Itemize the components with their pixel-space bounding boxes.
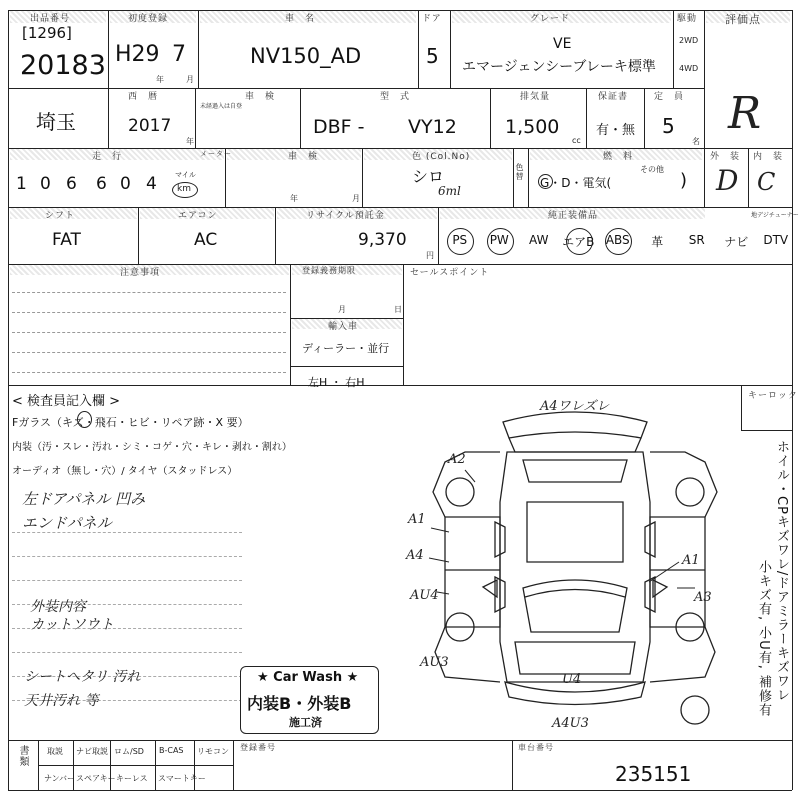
doc-manual: 取説: [47, 747, 63, 756]
inspection-note: 未経過入は自登: [200, 103, 243, 110]
equipment-circle: [605, 228, 632, 255]
equipment-circle: [487, 228, 514, 255]
recycle-unit: 円: [426, 251, 434, 260]
model-code-label: 型 式: [380, 92, 411, 102]
inspection-label: 車 検: [245, 92, 276, 102]
capacity-label: 定 員: [654, 92, 685, 102]
equipment-label-text: PW: [489, 233, 509, 247]
displacement-label: 排気量: [520, 92, 551, 102]
side-remark-2: 小キズ有, 小U有, 補修有: [756, 560, 771, 718]
equipment-item: [717, 226, 757, 256]
registration-label: 登録義務期限: [302, 266, 356, 275]
warranty: 有・無: [596, 123, 636, 138]
chassis-label: 車台番号: [518, 743, 554, 752]
equipment-label: 純正装備品: [548, 211, 599, 221]
reg-month: 月: [338, 305, 346, 314]
inspection-line1: Fガラス（キズ・飛石・ヒビ・リペア跡・X 要）: [12, 416, 249, 429]
model-label: 車 名: [285, 14, 316, 24]
shift-label: シフト: [45, 211, 76, 221]
car-wash-stamp: [240, 666, 379, 734]
capacity-unit: 名: [692, 137, 700, 146]
damage-mark-rear-bumper: A4ワレズレ: [540, 399, 610, 414]
equipment-item: [598, 226, 638, 256]
damage-mark-a2: A2: [448, 452, 466, 467]
damage-mark-au3: AU3: [420, 655, 449, 670]
inspection-label-row3: 車 検: [288, 152, 319, 162]
car-wash-title: ★ Car Wash ★: [257, 670, 359, 685]
ac-label: エアコン: [178, 211, 218, 221]
sales-points-label: セールスポイント: [410, 268, 490, 278]
meter-label: メーター: [200, 150, 232, 158]
capacity: 5: [662, 114, 675, 138]
equipment-item: [559, 226, 599, 256]
drive-label: 駆動: [677, 14, 698, 24]
damage-mark-a4: A4: [406, 548, 424, 563]
equipment-item: [756, 226, 796, 256]
doc-plate: ナンバー: [44, 774, 76, 783]
chassis-number: 235151: [615, 762, 692, 786]
recycle-label: リサイクル預託金: [306, 211, 385, 221]
reg-day: 日: [394, 305, 402, 314]
western-year-label: 西 暦: [128, 92, 159, 102]
hand-note-6: 天井汚れ 等: [24, 693, 99, 709]
mileage-digit: 6: [66, 174, 77, 194]
western-year: 2017: [128, 116, 172, 136]
equipment-item: [519, 226, 559, 256]
equipment-label-text: ナビ: [724, 235, 749, 249]
doc-rom-sd: ロム/SD: [114, 747, 144, 756]
doc-remote: リモコン: [197, 747, 229, 756]
steering-side: 左H ・ 右H: [308, 376, 365, 389]
region: 埼玉: [36, 110, 76, 134]
drive-4wd: 4WD: [679, 64, 699, 73]
mileage-digit: 4: [146, 174, 157, 194]
caution-label: 注意事項: [120, 268, 161, 278]
mileage-digit: 0: [120, 174, 131, 194]
damage-mark-a4u3: A4U3: [552, 716, 589, 731]
fuel-label: 燃 料: [603, 152, 634, 162]
doc-keyless: キーレス: [116, 774, 148, 783]
insp-year-unit: 年: [290, 194, 298, 203]
displacement: 1,500: [505, 116, 560, 138]
dtv-label: 地デジチューナー: [751, 212, 799, 219]
equipment-item: [480, 226, 520, 256]
grade-label: グレード: [530, 14, 571, 24]
inspection-line3: オーディオ（無し・穴）/ タイヤ（スタッドレス）: [12, 466, 238, 477]
exterior-grade: D: [716, 164, 739, 197]
mileage-label: 走 行: [92, 152, 123, 162]
year-unit: 年: [156, 75, 164, 84]
displacement-unit: cc: [572, 136, 581, 145]
warranty-label: 保証書: [598, 92, 629, 102]
western-year-unit: 年: [186, 137, 194, 146]
model-code: VY12: [408, 116, 457, 138]
equipment-label-text: PS: [452, 233, 468, 247]
grade-line2: エマージェンシーブレーキ標準: [462, 59, 656, 75]
hand-note-3: 外装内容: [30, 599, 86, 615]
recycle-fee: 9,370: [358, 230, 407, 250]
equipment-item: [677, 226, 717, 256]
shift-value: FAT: [52, 230, 81, 250]
docs-label: 書類: [17, 745, 28, 767]
equipment-label-text: エアB: [562, 235, 595, 249]
dealer-parallel: ディーラー・並行: [302, 342, 390, 355]
exterior-label: 外 装: [710, 152, 741, 162]
damage-mark-right-a1: A1: [682, 553, 700, 568]
grade-line1: VE: [553, 36, 572, 52]
equipment-label-text: AW: [529, 233, 549, 247]
doc-spare-key: スペアキー: [76, 774, 116, 783]
rating-value: R: [728, 88, 762, 139]
color-handwritten: 6ml: [438, 184, 461, 198]
mileage-digit: 1: [16, 174, 27, 194]
drive-2wd: 2WD: [679, 36, 699, 45]
doc-navi-manual: ナビ取説: [76, 747, 108, 756]
interior-label: 内 装: [753, 152, 784, 162]
damage-mark-u4: U4: [562, 672, 582, 687]
equipment-item: [440, 226, 480, 256]
reg-number-label: 登録番号: [240, 743, 276, 752]
fuel-options: G・D・電気(: [540, 176, 612, 190]
equipment-label-text: ABS: [605, 233, 630, 247]
fuel-close: ): [680, 170, 688, 191]
side-remark-1: ホイル・CPキズワレ/ドアミラーキズワレ: [774, 440, 789, 703]
color-value: シロ: [412, 167, 445, 186]
mileage-digit: 0: [40, 174, 51, 194]
hand-note-4: カットソウト: [30, 617, 114, 633]
damage-mark-au4: AU4: [410, 588, 439, 603]
doors-label: ドア: [422, 14, 442, 24]
first-reg-label: 初度登録: [128, 14, 169, 24]
damage-mark-a3: A3: [694, 590, 712, 605]
stone-chip-circle: [77, 411, 92, 428]
rating-label: 評価点: [725, 13, 761, 26]
hand-note-2: エンドパネル: [22, 514, 112, 532]
inspection-line2: 内装（汚・スレ・汚れ・シミ・コゲ・穴・キレ・剥れ・割れ）: [12, 442, 292, 453]
damage-mark-left-a1: A1: [408, 512, 426, 527]
equipment-label-text: DTV: [763, 233, 789, 247]
month-unit: 月: [186, 75, 194, 84]
interior-grade: C: [757, 168, 776, 196]
doors-value: 5: [426, 44, 439, 68]
car-wash-grade: 内装B・外装B: [247, 694, 352, 713]
mileage-digit: 6: [96, 174, 107, 194]
model-name: NV150_AD: [250, 44, 362, 68]
lot-number: 20183: [20, 50, 106, 81]
fuel-other-label: その他: [640, 165, 664, 174]
ac-value: AC: [194, 230, 218, 250]
equipment-circle: [447, 228, 474, 255]
mileage-unit-mile: マイル: [175, 171, 196, 179]
insp-month-unit: 月: [352, 194, 360, 203]
hand-note-1: 左ドアパネル 凹み: [22, 490, 146, 508]
mileage-unit-km: km: [177, 184, 191, 194]
equipment-circle: [566, 228, 593, 255]
equipment-label-text: 革: [651, 235, 664, 249]
first-reg-month: 7: [172, 42, 186, 67]
doc-smart-key: スマートキー: [158, 774, 206, 783]
hand-note-5: シートへタリ 汚れ: [24, 669, 141, 685]
first-reg-era: H29: [115, 42, 160, 67]
model-code-prefix: DBF -: [313, 116, 365, 138]
color-label: 色 (Col.No): [412, 152, 471, 162]
inspection-title: < 検査員記入欄 >: [12, 394, 121, 409]
equipment-label-text: SR: [688, 233, 705, 247]
import-label: 輸入車: [328, 322, 359, 332]
lot-prefix: [1296]: [22, 24, 72, 42]
car-wash-done: 施工済: [289, 716, 322, 729]
keylock-label: キーロック: [748, 391, 798, 401]
equipment-item: [638, 226, 678, 256]
color-change-label: 色替: [515, 163, 524, 181]
lot-label: 出品番号: [30, 14, 71, 24]
doc-bcas: B-CAS: [159, 746, 184, 755]
